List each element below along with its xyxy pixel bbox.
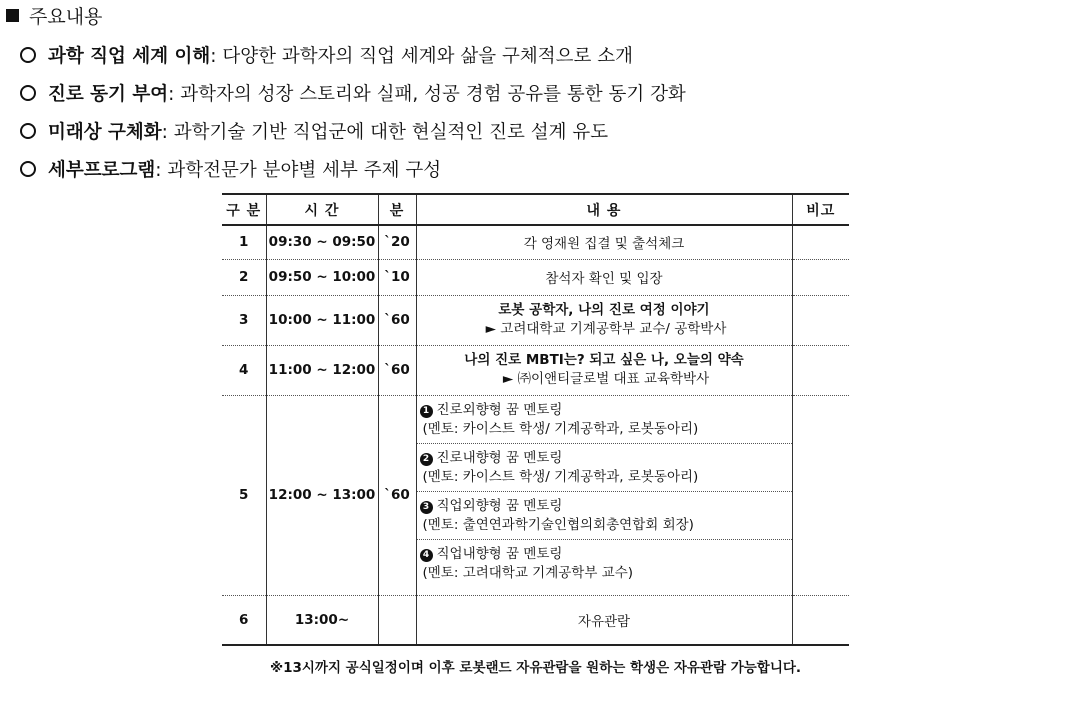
session-title: 나의 진로 MBTI는? 되고 싶은 나, 오늘의 약속 <box>464 352 744 368</box>
row-time: 11:00 ~ 12:00 <box>266 345 378 395</box>
number-badge-icon: 2 <box>420 453 433 466</box>
row-time: 12:00 ~ 13:00 <box>266 395 378 595</box>
square-bullet-icon <box>6 9 19 22</box>
row-content: 참석자 확인 및 입장 <box>416 259 792 295</box>
row-time: 10:00 ~ 11:00 <box>266 295 378 345</box>
row-number: 2 <box>222 259 266 295</box>
session-title: 로봇 공학자, 나의 진로 여정 이야기 <box>498 302 710 318</box>
bullet-item <box>20 154 1060 192</box>
header-duration: 분 <box>378 194 416 225</box>
row-number: 1 <box>222 225 266 259</box>
number-badge-icon: 1 <box>420 405 433 418</box>
row-duration: `60 <box>378 345 416 395</box>
circle-bullet-icon <box>20 161 36 177</box>
row-time: 09:30 ~ 09:50 <box>266 225 378 259</box>
row-note <box>792 595 849 645</box>
row-content: 각 영재원 집결 및 출석체크 <box>416 225 792 259</box>
row-content <box>416 295 792 345</box>
row-note <box>792 225 849 259</box>
row-number: 6 <box>222 595 266 645</box>
row-note <box>792 395 849 595</box>
bullet-head: 세부프로그램 <box>48 160 156 181</box>
schedule-table <box>222 193 849 646</box>
section-title <box>6 4 102 30</box>
mentoring-item <box>417 540 792 588</box>
footnote: ※13시까지 공식일정이며 이후 로봇랜드 자유관람을 원하는 학생은 자유관람 가능합니다. <box>269 660 802 676</box>
mentoring-mentor: (멘토: 카이스트 학생/ 기계공학과, 로봇동아리) <box>422 420 699 437</box>
circle-bullet-icon <box>20 123 36 139</box>
row-note <box>792 295 849 345</box>
table-row <box>222 395 849 595</box>
table-row <box>222 295 849 345</box>
row-number: 5 <box>222 395 266 595</box>
row-note <box>792 259 849 295</box>
row-time: 13:00~ <box>266 595 378 645</box>
header-content: 내 용 <box>416 194 792 225</box>
table-row <box>222 345 849 395</box>
session-speaker: ► 고려대학교 기계공학부 교수/ 공학박사 <box>485 321 727 337</box>
section-title-text: 주요내용 <box>29 6 103 28</box>
number-badge-icon: 3 <box>420 501 433 514</box>
table-header-row <box>222 194 849 225</box>
row-duration: `10 <box>378 259 416 295</box>
row-content: 자유관람 <box>416 595 792 645</box>
row-note <box>792 345 849 395</box>
mentoring-item <box>417 492 792 540</box>
header-note: 비고 <box>792 194 849 225</box>
row-duration: `60 <box>378 395 416 595</box>
bullet-item <box>20 40 1060 78</box>
bullet-item <box>20 116 1060 154</box>
row-duration <box>378 595 416 645</box>
row-number: 4 <box>222 345 266 395</box>
bullet-body: : 과학기술 기반 직업군에 대한 현실적인 진로 설계 유도 <box>161 122 609 143</box>
mentoring-item <box>417 444 792 492</box>
header-time: 시 간 <box>266 194 378 225</box>
row-duration: `60 <box>378 295 416 345</box>
bullet-list <box>20 40 1060 192</box>
row-content <box>416 345 792 395</box>
mentoring-title: 직업내향형 꿈 멘토링 <box>436 545 563 562</box>
bullet-head: 진로 동기 부여 <box>48 84 169 105</box>
row-duration: `20 <box>378 225 416 259</box>
header-no: 구 분 <box>222 194 266 225</box>
bullet-body: : 과학전문가 분야별 세부 주제 구성 <box>155 160 442 181</box>
row-time: 09:50 ~ 10:00 <box>266 259 378 295</box>
mentoring-title: 진로외향형 꿈 멘토링 <box>436 401 563 418</box>
table-row <box>222 259 849 295</box>
mentoring-mentor: (멘토: 출연연과학기술인협의회총연합회 회장) <box>422 516 694 533</box>
circle-bullet-icon <box>20 47 36 63</box>
bullet-body: : 다양한 과학자의 직업 세계와 삶을 구체적으로 소개 <box>210 46 633 67</box>
table-row <box>222 225 849 259</box>
row-number: 3 <box>222 295 266 345</box>
mentoring-mentor: (멘토: 카이스트 학생/ 기계공학과, 로봇동아리) <box>422 468 699 485</box>
session-speaker: ► ㈜이앤티글로벌 대표 교육학박사 <box>502 371 710 387</box>
bullet-head: 과학 직업 세계 이해 <box>48 46 211 67</box>
circle-bullet-icon <box>20 85 36 101</box>
number-badge-icon: 4 <box>420 549 433 562</box>
table-row <box>222 595 849 645</box>
mentoring-cell <box>416 395 792 595</box>
mentoring-item <box>417 396 792 444</box>
bullet-head: 미래상 구체화 <box>48 122 162 143</box>
mentoring-mentor: (멘토: 고려대학교 기계공학부 교수) <box>422 564 634 581</box>
mentoring-title: 진로내향형 꿈 멘토링 <box>436 449 563 466</box>
bullet-body: : 과학자의 성장 스토리와 실패, 성공 경험 공유를 통한 동기 강화 <box>168 84 686 105</box>
bullet-item <box>20 78 1060 116</box>
mentoring-title: 직업외향형 꿈 멘토링 <box>436 497 563 514</box>
